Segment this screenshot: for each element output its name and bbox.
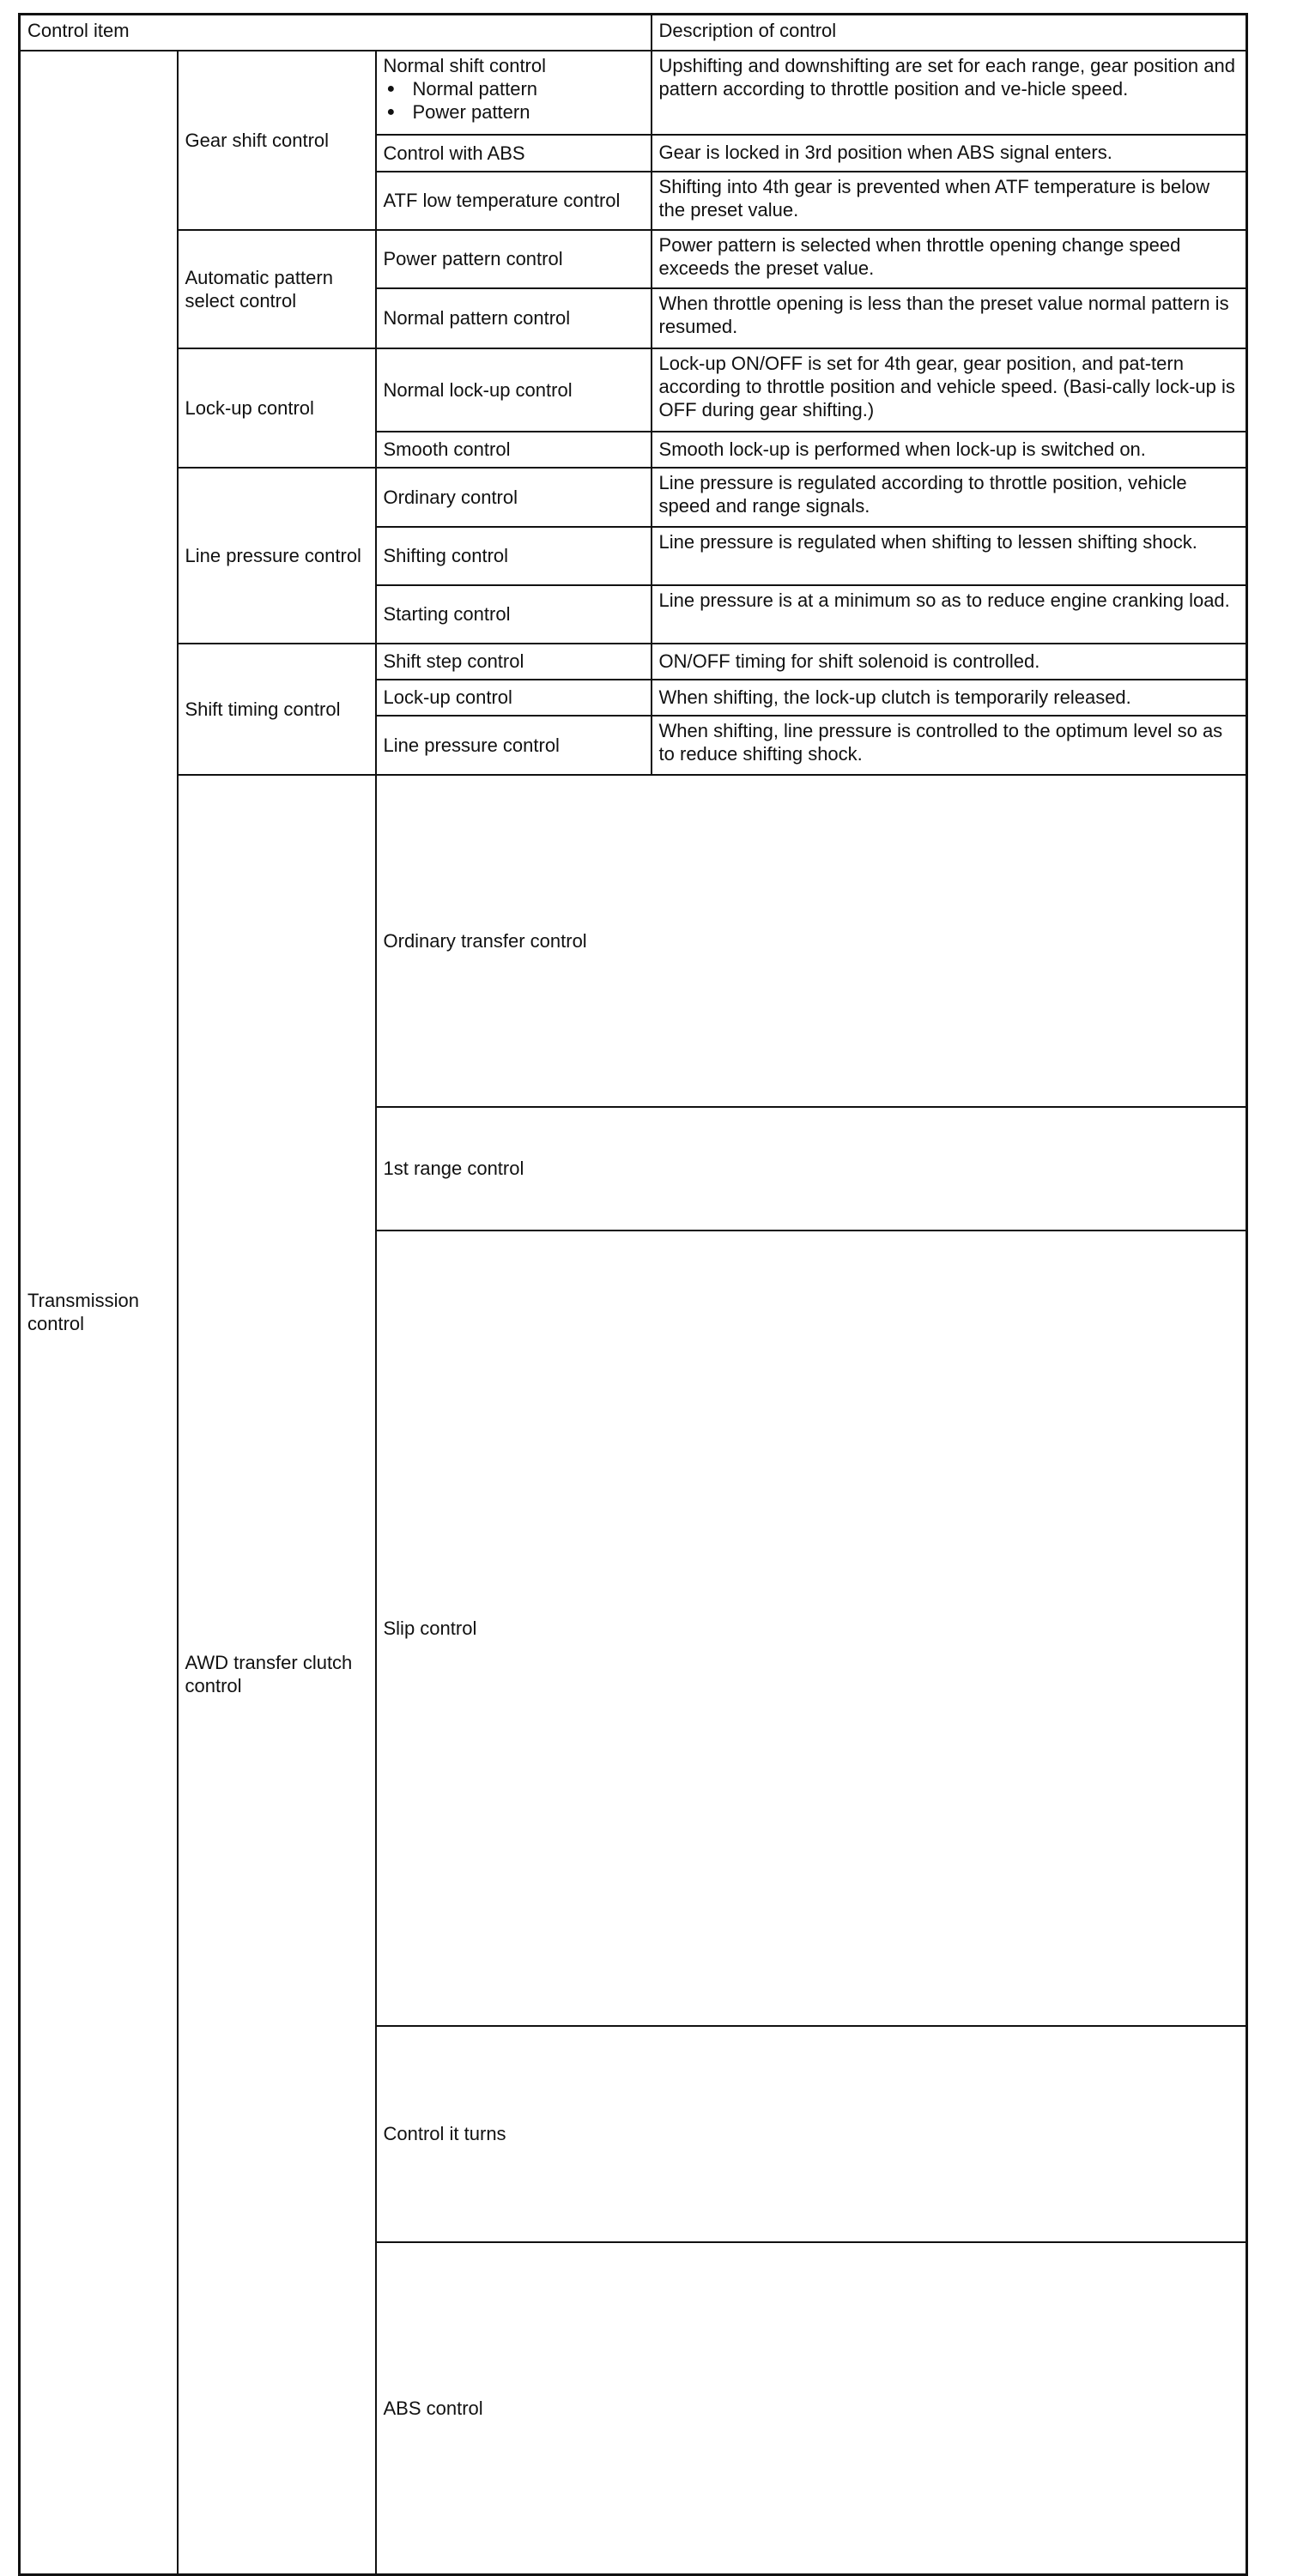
control-item-cell: Shift step control [376,644,652,680]
bullet-item: ● Power pattern [384,100,644,124]
description-cell: When shifting, line pressure is controlled to the optimum level so as to reduce shifting shock. [652,716,1247,775]
control-item-cell: Control with ABS [376,135,652,172]
header-description: Description of control [652,15,1247,51]
description-cell: Line pressure is at a minimum so as to reduce engine cranking load. [652,585,1247,644]
description-cell: Power pattern is selected when throttle opening change speed exceeds the preset value. [652,230,1247,288]
subgroup-label-line-pressure: Line pressure control [178,468,376,644]
group-label-transmission: Transmission control [20,51,178,2575]
description-cell: Smooth lock-up is performed when lock-up is switched on. [652,432,1247,468]
control-item-cell: Normal pattern control [376,288,652,348]
control-item-cell [376,51,652,135]
control-table [18,13,1248,2576]
table-row [20,468,1247,527]
control-item-cell: Normal lock-up control [376,348,652,432]
control-item-cell: Power pattern control [376,230,652,288]
description-cell: Upshifting and downshifting are set for each range, gear position and pattern according to throttle position and ve-hicle speed. [652,51,1247,135]
control-item-cell: Ordinary transfer control [376,775,1247,1107]
control-item-cell: Smooth control [376,432,652,468]
description-cell: Gear is locked in 3rd position when ABS signal enters. [652,135,1247,172]
control-item-cell: Lock-up control [376,680,652,716]
description-cell: Line pressure is regulated according to throttle position, vehicle speed and range signals. [652,468,1247,527]
table-row [20,644,1247,680]
header-row [20,15,1247,51]
description-cell: ON/OFF timing for shift solenoid is controlled. [652,644,1247,680]
group-label-awd: AWD transfer clutch control [178,775,376,2575]
description-cell: Shifting into 4th gear is prevented when ATF temperature is below the preset value. [652,172,1247,230]
table-row [20,775,1247,1107]
description-cell: Line pressure is regulated when shifting to lessen shifting shock. [652,527,1247,585]
table-row [20,51,1247,135]
control-item-cell: Ordinary control [376,468,652,527]
table-row [20,348,1247,432]
control-item-cell: Line pressure control [376,716,652,775]
control-item-cell: 1st range control [376,1107,1247,1231]
description-cell: Lock-up ON/OFF is set for 4th gear, gear position, and pat-tern according to throttle position and vehicle speed. (Basi-cally lock-up is OFF during gear shifting.) [652,348,1247,432]
pattern-bullet-list [384,77,644,124]
subgroup-label-pattern-select: Automatic pattern select control [178,230,376,348]
control-item-cell: Starting control [376,585,652,644]
subgroup-label-shift-timing: Shift timing control [178,644,376,775]
description-cell: When shifting, the lock-up clutch is temporarily released. [652,680,1247,716]
header-control-item: Control item [20,15,652,51]
control-item-cell: ABS control [376,2242,1247,2575]
description-cell: When throttle opening is less than the preset value normal pattern is resumed. [652,288,1247,348]
bullet-item: ● Normal pattern [384,77,644,100]
control-item-cell: ATF low temperature control [376,172,652,230]
subgroup-label-gear-shift: Gear shift control [178,51,376,230]
control-item-cell: Control it turns [376,2026,1247,2242]
control-item-label: Normal shift control [383,54,547,76]
subgroup-label-lock-up: Lock-up control [178,348,376,468]
control-item-cell: Shifting control [376,527,652,585]
control-item-cell: Slip control [376,1231,1247,2026]
table-row [20,230,1247,288]
